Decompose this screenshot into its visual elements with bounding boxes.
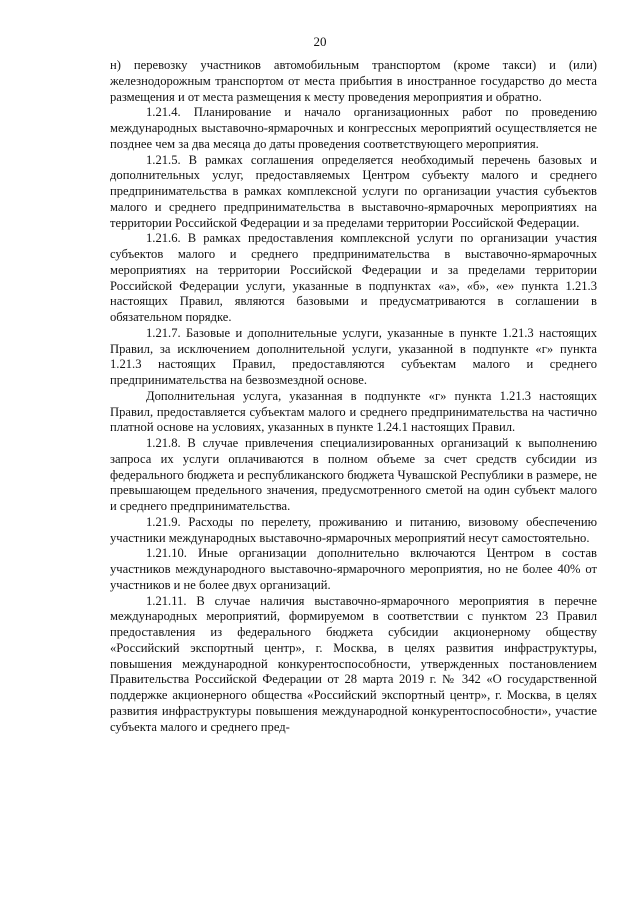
paragraph-1-21-4: 1.21.4. Планирование и начало организационных работ по проведению международных выставочно-ярмарочных и конгрессных мероприятий осуществляется не позднее чем за два месяца до даты проведения соответствующего мероприятия.: [110, 105, 597, 151]
paragraph-1-21-9: 1.21.9. Расходы по перелету, проживанию и питанию, визовому обеспечению участники международных выставочно-ярмарочных мероприятий несут самостоятельно.: [110, 514, 597, 545]
document-body: [110, 58, 597, 735]
paragraph-1-21-6: 1.21.6. В рамках предоставления комплексной услуги по организации участия субъектов малого и среднего предпринимательства в выставочно-ярмарочных мероприятиях на территории Российской Федерации и за пределами территории Российской Федерации услуги, указанные в подпунктах «а», «б», «е» пункта 1.21.3 настоящих Правил, являются базовыми и предусматриваются в соглашении в обязательном порядке.: [110, 231, 597, 324]
paragraph-1-21-5: 1.21.5. В рамках соглашения определяется необходимый перечень базовых и дополнительных услуг, предоставляемых Центром субъекту малого и среднего предпринимательства в рамках комплексной услуги по организации участия субъектов малого и среднего предпринимательства в выставочно-ярмарочных мероприятиях на территории Российской Федерации и за пределами территории Российской Федерации.: [110, 152, 597, 230]
page-number: 20: [313, 34, 327, 49]
paragraph-additional-service: Дополнительная услуга, указанная в подпункте «г» пункта 1.21.3 настоящих Правил, предоставляется субъектам малого и среднего предпринимательства на частично платной основе на условиях, указанных в пункте 1.24.1 настоящих Правил.: [110, 388, 597, 435]
paragraph-1-21-10: 1.21.10. Иные организации дополнительно включаются Центром в состав участников международного выставочно-ярмарочного мероприятия, но не более 40% от участников и не более двух организаций.: [110, 546, 597, 592]
paragraph-1-21-11: 1.21.11. В случае наличия выставочно-ярмарочного мероприятия в перечне международных мероприятий, формируемом в соответствии с пунктом 23 Правил предоставления из федерального бюджета субсидии акционерному обществу «Российский экспортный центр», г. Москва, в целях развития инфраструктуры, повышения международной конкурентоспособности, утвержденных постановлением Правительства Российской Федерации от 28 марта 2019 г. № 342 «О государственной поддержке акционерного общества «Российский экспортный центр», г. Москва, в целях развития инфраструктуры повышения международной конкурентоспособности», участие субъекта малого и среднего пред-: [110, 593, 597, 734]
paragraph-1-21-8: 1.21.8. В случае привлечения специализированных организаций к выполнению запроса их услуги оплачиваются в полном объеме за счет средств субсидии из федерального бюджета и республиканского бюджета Чувашской Республики в размере, не превышающем предельного значения, предусмотренного сметой на один субъект малого и среднего предпринимательства.: [110, 436, 597, 513]
paragraph-subitem-n: н) перевозку участников автомобильным транспортом (кроме такси) и (или) железнодорожным транспортом от места прибытия в иностранное государство до места размещения и от места размещения к месту проведения мероприятия и обратно.: [110, 58, 597, 104]
paragraph-1-21-7: 1.21.7. Базовые и дополнительные услуги, указанные в пункте 1.21.3 настоящих Правил, за исключением дополнительной услуги, указанной в подпункте «г» пункта 1.21.3 настоящих Правил, предоставляются субъектам малого и среднего предпринимательства на безвозмездной основе.: [110, 325, 597, 387]
